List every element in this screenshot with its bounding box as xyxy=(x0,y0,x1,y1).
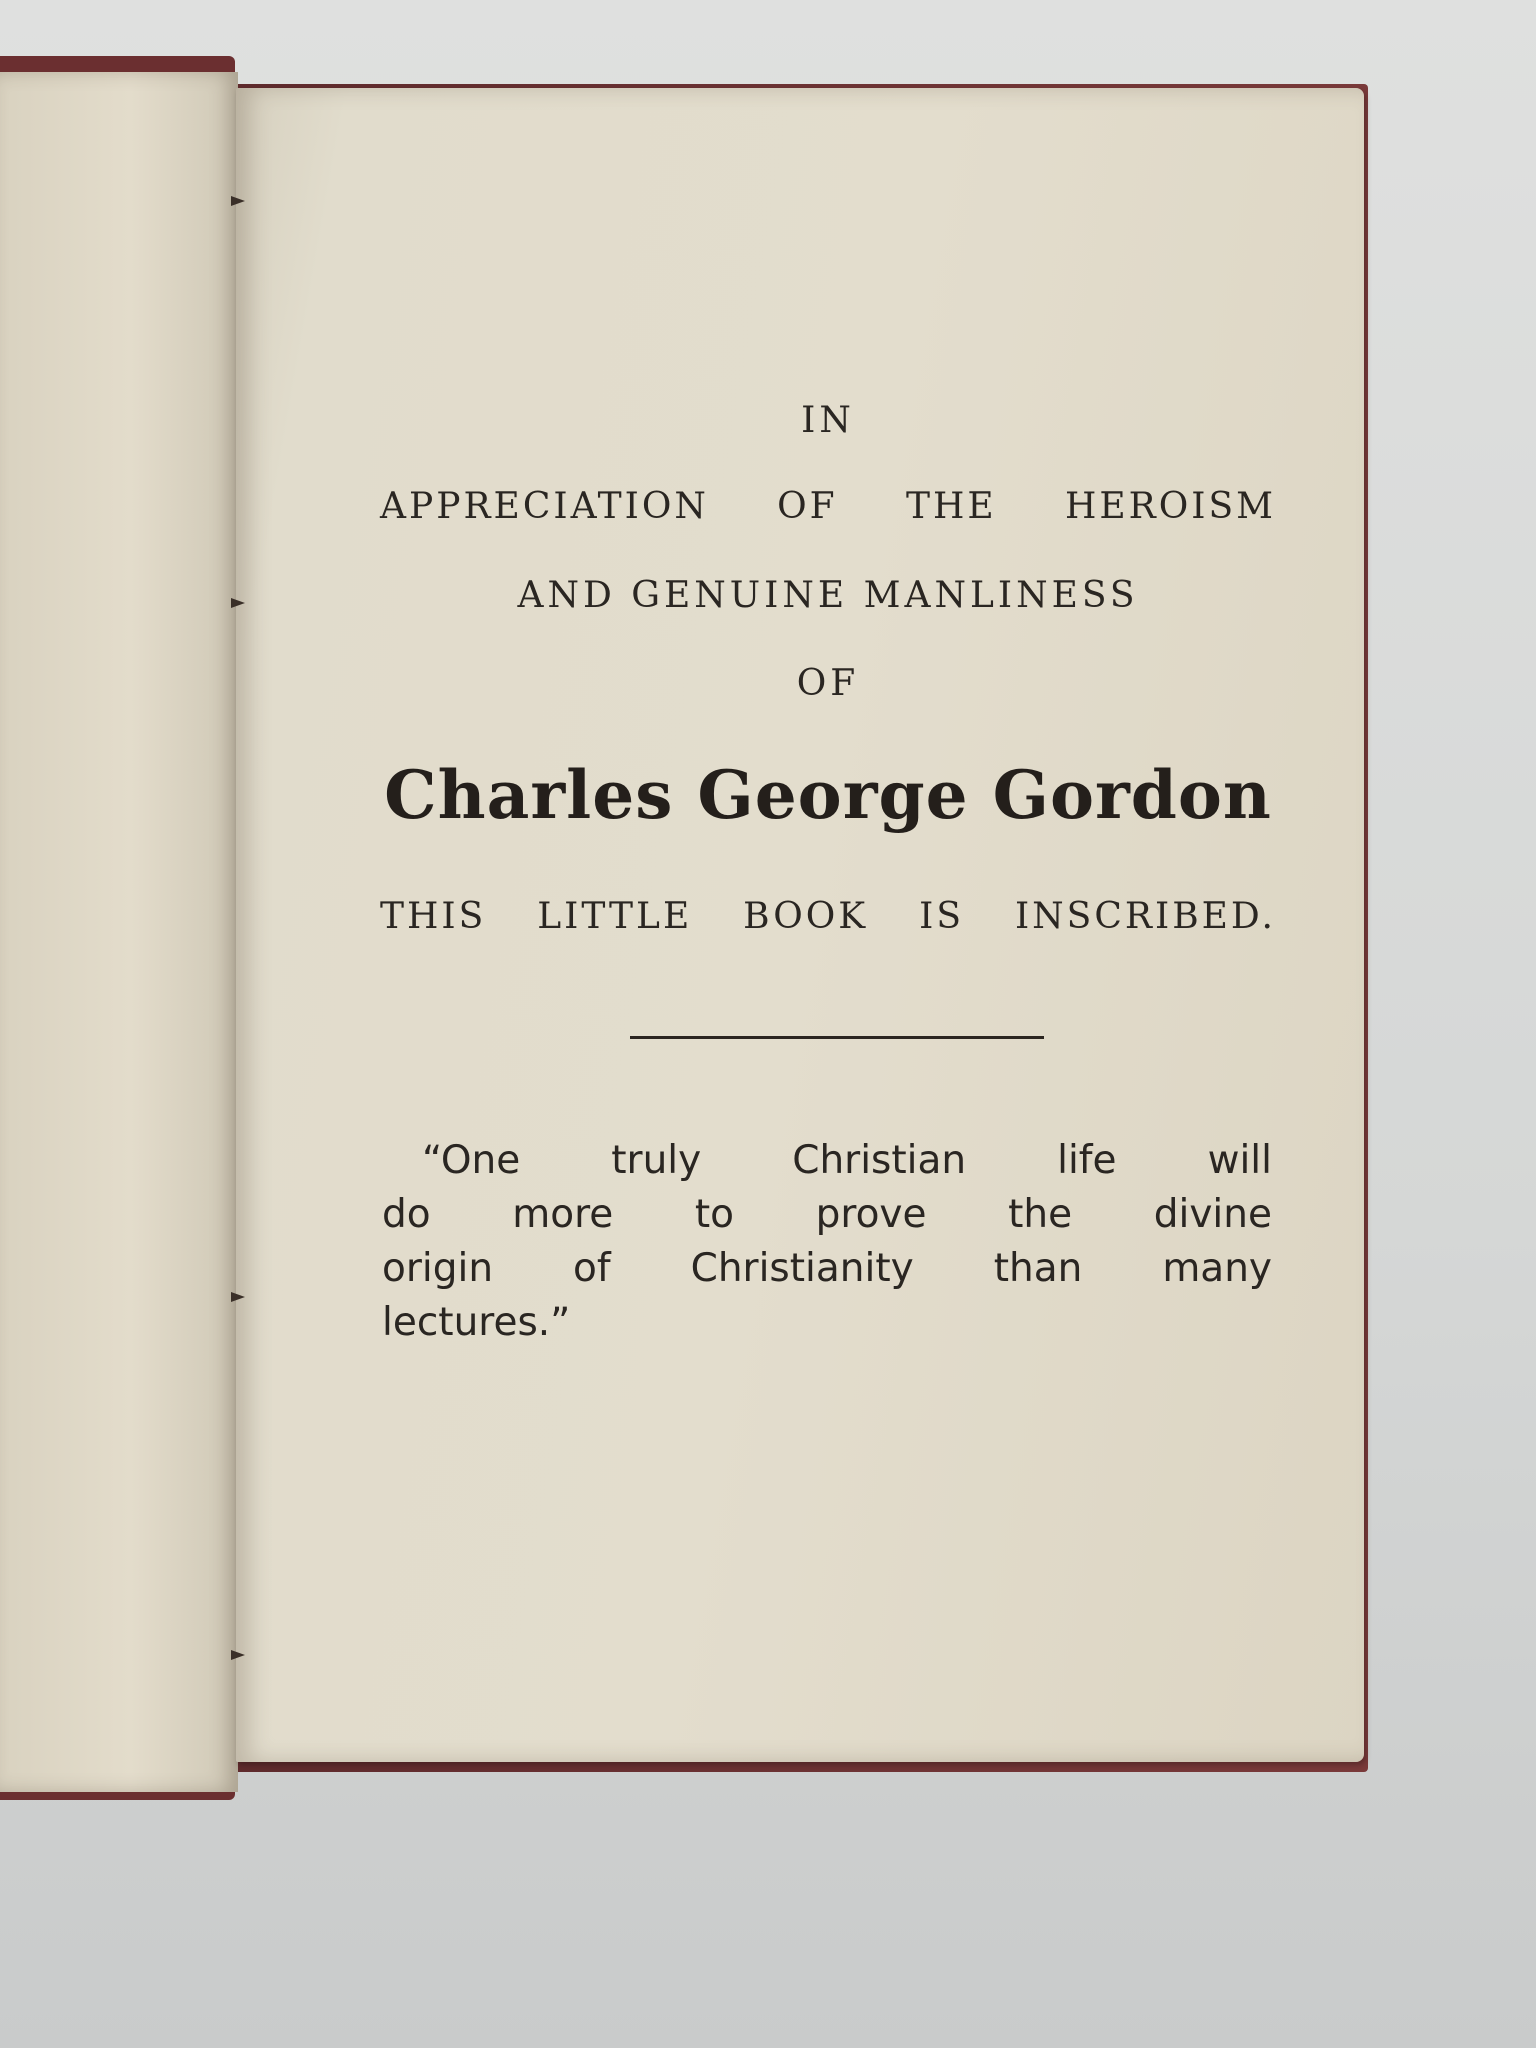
word: IS xyxy=(919,896,965,937)
quote-line-2 xyxy=(382,1192,1272,1237)
quote-line-1 xyxy=(422,1138,1272,1183)
word: OF xyxy=(777,486,838,527)
dedication-line-inscribed xyxy=(380,896,1276,937)
word: lectures.” xyxy=(382,1300,571,1345)
word: “One xyxy=(422,1138,521,1183)
word: INSCRIBED. xyxy=(1014,896,1276,937)
word: will xyxy=(1207,1138,1272,1183)
word: HEROISM xyxy=(1064,486,1276,527)
divider-rule xyxy=(630,1036,1044,1039)
quote-line-3 xyxy=(382,1246,1272,1291)
word: Christian xyxy=(792,1138,967,1183)
word: more xyxy=(512,1192,614,1237)
word: than xyxy=(993,1246,1083,1291)
word: origin xyxy=(382,1246,494,1291)
dedication-line-in: IN xyxy=(801,400,855,441)
quote-line-4 xyxy=(382,1300,1272,1345)
dedication-line-manliness: AND GENUINE MANLINESS xyxy=(517,575,1139,616)
word: LITTLE xyxy=(537,896,693,937)
word: truly xyxy=(611,1138,702,1183)
word: APPRECIATION xyxy=(380,486,709,527)
dedicatee-name: Charles George Gordon xyxy=(384,756,1272,834)
word: of xyxy=(573,1246,611,1291)
word: the xyxy=(1008,1192,1073,1237)
word: BOOK xyxy=(743,896,869,937)
word: THE xyxy=(905,486,997,527)
word: many xyxy=(1162,1246,1272,1291)
dedication-line-appreciation xyxy=(380,486,1276,527)
word: life xyxy=(1057,1138,1117,1183)
left-page xyxy=(0,72,238,1792)
word: to xyxy=(694,1192,735,1237)
word: divine xyxy=(1153,1192,1272,1237)
dedication-line-of: OF xyxy=(796,663,860,704)
word: Christianity xyxy=(690,1246,914,1291)
word: do xyxy=(382,1192,431,1237)
word: THIS xyxy=(380,896,487,937)
word: prove xyxy=(815,1192,927,1237)
